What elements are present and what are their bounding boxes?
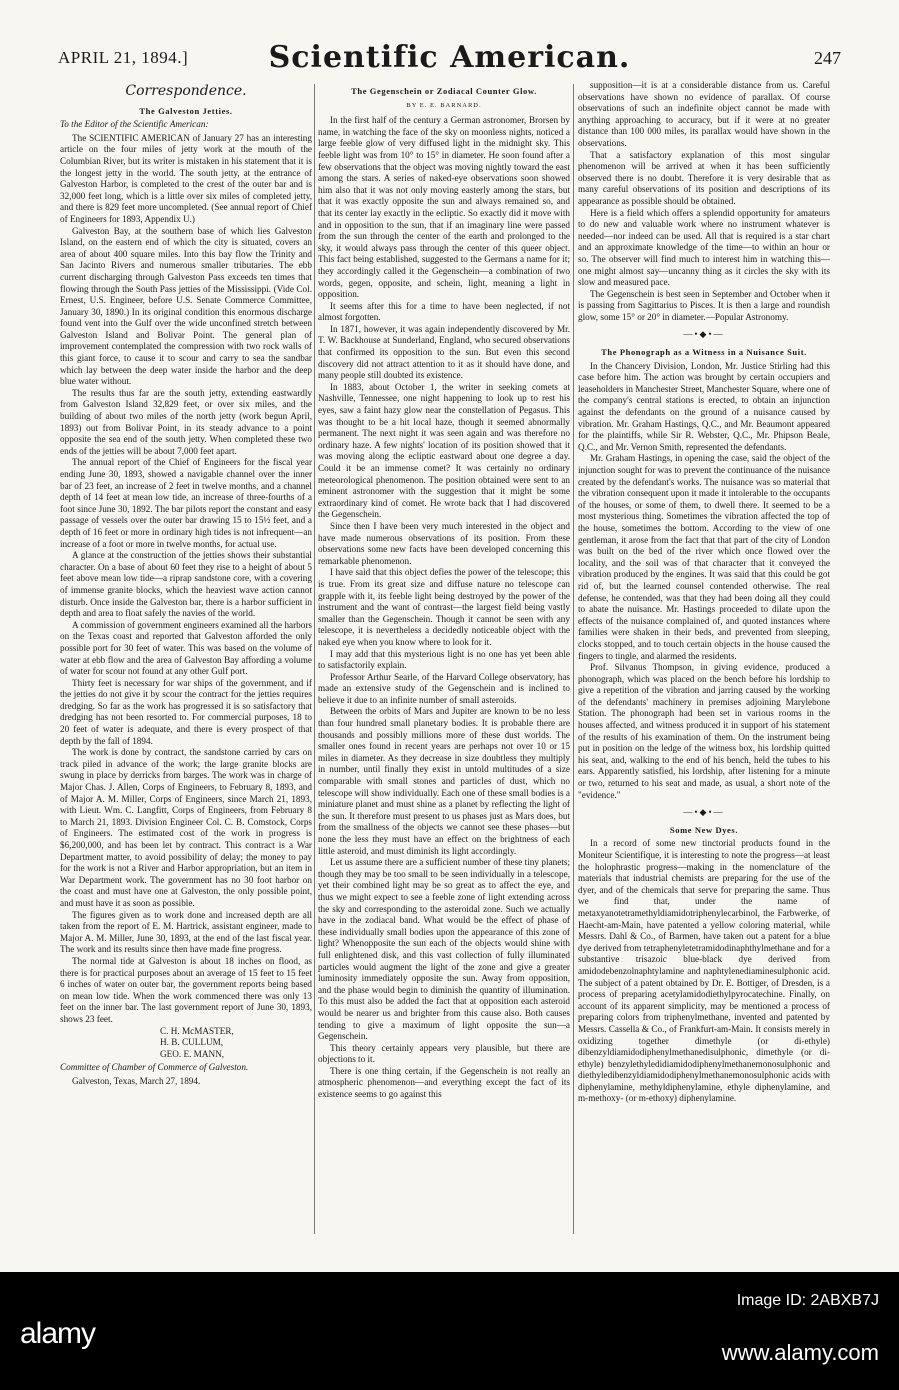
signature: C. H. McMASTER, xyxy=(160,1025,234,1036)
divider-ornament: —•◆•— xyxy=(683,807,725,818)
paragraph: Professor Arthur Searle, of the Harvard College observatory, has made an extensive study of the Gegenschein and is inclined to believe it due to an infinite number of small asteroids. xyxy=(318,671,570,705)
paragraph: Between the orbits of Mars and Jupiter are known to be no less than four hundred small planetary bodies. It is probable there are thousands and possibly millions more of these dust worlds. The smaller ones found in recent years are perhaps not over 10 or 15 miles in diameter. As they decrease in size doubtless they multiply in number, until finally they exist in untold multitudes of a size comparable with small stones and particles of dust, which no telescope will show individually. Each one of these small bodies is a miniature planet and must shine as a planet by reflecting the light of the sun. It therefore must present to us phases just as Mars does, but from the smallness of the objects we cannot see these phases—but none the less they must have an effect on the brightness of each little asteroid, and must diminish its light accordingly. xyxy=(318,706,570,856)
byline: BY E. E. BARNARD. xyxy=(406,101,482,109)
alamy-logo xyxy=(20,1310,95,1352)
page-number: 247 xyxy=(814,48,841,68)
signature: H. B. CULLUM, xyxy=(160,1037,224,1048)
masthead-title: Scientific American. xyxy=(268,40,631,75)
column-2 xyxy=(318,80,570,1215)
paragraph: The normal tide at Galveston is about 18 inches on flood, as there is for practical purposes about an average of 15 feet to 15 feet 6 inches of water on outer bar, the government reports being based on mean low tide. When the work commenced there was only 13 feet on the inner bar. The last government report of June 30, 1893, shows 23 feet. xyxy=(60,955,312,1024)
paragraph: The annual report of the Chief of Engineers for the fiscal year ending June 30, 1893, showed a navigable channel over the inner bar of 23 feet, an increase of 2 feet in twelve months, and a channel depth of 14 feet at mean low tide, an increase of three-fourths of a foot since June 30, 1892. The bar pilots report the constant and easy passage of vessels over the outer bar drawing 15 to 15½ feet, and a depth of 16 feet or more in ordinary high tides is not infrequent—an increase of a foot or more in twelve months, for actual use. xyxy=(60,457,312,549)
column-3 xyxy=(578,80,830,1215)
paragraph: The SCIENTIFIC AMERICAN of January 27 has an interesting article on the four miles of jetty work at the mouth of the Columbian River, but its writer is mistaken in his statement that it is the longest jetty in the world. The south jetty, at the entrance of Galveston Harbor, is completed to the crest of the outer bar and is 32,000 feet long, which is a little over six miles of completed jetty, and there is 829 feet more uncompleted. (See annual report of Chief of Engineers for 1893, Appendix U.) xyxy=(60,132,312,224)
paragraph: I may add that this mysterious light is no one has yet been able to satisfactorily explain. xyxy=(318,648,570,671)
paragraph: Galveston Bay, at the southern base of which lies Galveston Island, on the eastern end of which the city is situated, covers an area of about 400 square miles. Into this bay flow the Trinity and San Jacinto Rivers and numerous smaller tributaries. The ebb current discharging through Galveston Pass exceeds ten times that flowing through the South Pass jetties of the Mississippi. (Vide Col. Ernest, U.S. Engineer, before U.S. Senate Commerce Committee, January 30, 1890.) In its original condition this enormous discharge found vent into the Gulf over the wide unconfined stretch between Galveston Island and Bolivar Point. The general plan of improvement contemplated the compression with two rock walls of this giant force, to cause it to scour and carry to sea the sandbar which lay between the deep water inside the harbor and the deep blue water without. xyxy=(60,225,312,387)
paragraph: I have said that this object defies the power of the telescope; this is true. From its great size and diffuse nature no telescope can grapple with it, its feeble light being destroyed by the power of the instrument and the want of contrast—the largest field being vastly smaller than the Gegenschein. Though it cannot be seen with any telescope, it is nevertheless a decidedly noticeable object with the naked eye when you know where to look for it. xyxy=(318,567,570,647)
paragraph: In 1871, however, it was again independently discovered by Mr. T. W. Backhouse at Sunderland, England, who secured observations that confirmed its opposition to the sun. But even this second discovery did not attract attention to it as it should have done, and many people still doubted its existence. xyxy=(318,323,570,381)
paragraph: In the Chancery Division, London, Mr. Justice Stirling had this case before him. The action was brought by certain occupiers and leaseholders in Manchester Street, Manchester Square, where one of the company's central stations is erected, to obtain an injunction against the defendants on the ground of a nuisance caused by vibration. Mr. Graham Hastings, Q.C., and Mr. Beaumont appeared for the plaintiffs, while Sir R. Webster, Q.C., Mr. Phipson Beale, Q.C., and Mr. Vernon Smith, represented the defendants. xyxy=(578,360,830,452)
paragraph: The results thus far are the south jetty, extending eastwardly from Galveston Island 32,829 feet, or over six miles, and the building of about two miles of the north jetty (work begun April, 1893) out from Bolivar Point, in its steady advance to a point opposite the sea end of the south jetty. When completed these two ends of the jetties will be about 7,000 feet apart. xyxy=(60,387,312,456)
column-divider xyxy=(314,84,315,1234)
paragraph: Let us assume there are a sufficient number of these tiny planets; though they may be too small to be seen individually in a telescope, yet their combined light may be so great as to affect the eye, and thus we might expect to see a feeble zone of light extending across the sky and corresponding to the asteroidal zone. Such we actually have in the zodiacal band. What would be the effect of phase of these individually small bodies upon the appearance of this zone of light? Whenopposite the sun each of the objects would shine with full enlightened disk, and this vast collection of fully illuminated particles would augment the light of the zone and give a greater luminosity immediately opposite the sun. Away from opposition, and the phase would begin to diminish the quantity of illumination. To this must also be added the fact that at opposition each asteroid would be nearer us and brighter from this cause also. Both causes tending to give a maximum of light opposite the sun—a Gegenschein. xyxy=(318,857,570,1042)
logo-text: alamy xyxy=(20,1317,96,1350)
article-title-gegenschein: The Gegenschein or Zodiacal Counter Glow. xyxy=(351,86,537,96)
paragraph: It seems after this for a time to have been neglected, if not almost forgotten. xyxy=(318,300,570,323)
page-header xyxy=(40,40,859,80)
divider-ornament: —•◆•— xyxy=(683,329,725,340)
paragraph: There is one thing certain, if the Gegenschein is not really an atmospheric phenomenon—and everything except the fact of its existence seems to go against this xyxy=(318,1065,570,1100)
salutation: To the Editor of the Scientific American: xyxy=(60,119,209,130)
article-title-dyes: Some New Dyes. xyxy=(669,824,739,835)
paragraph: In the first half of the century a German astronomer, Brorsen by name, in watching the face of the sky on moonless nights, noticed a large feeble glow of very diffused light in the midnight sky. This feeble light was from 10° to 15° in diameter. He soon found after a few observations that the object was moving nightly toward the east among the stars. A series of naked-eye observations soon showed him also that it was not only moving easterly among the stars, but that it was exactly opposite the sun and always remained so, and that its center lay exactly in the ecliptic. So exactly did it move with and in opposition to the sun, that if an imaginary line were passed from the sun through the center of the earth and prolonged to the sky, it would always pass through the center of this queer object. This fact being established, suggested to the Germans a name for it; they accordingly called it the Gegenschein—a combination of two words, gegen, opposite, and schein, light, meaning a light in opposition. xyxy=(318,115,570,300)
paragraph: Mr. Graham Hastings, in opening the case, said the object of the injunction sought for was to prevent the continuance of the nuisance created by the defendant's works. The nuisance was so material that the vibration consequent upon it made it intolerable to the occupants of the houses, or some of them, to dwell there. It seemed to be a most mysterious thing. Sometimes the vibration affected the top of the house, sometimes the bottom. According to the view of one gentleman, it arose from the fact that that part of the city of London was built on the bed of the river which once flowed over the locality, and the soil was of that character that it conveyed the vibration produced by the engines. It was said that this could be got rid of, but the learned counsel contended otherwise. The real defense, he contended, was that they had been doing all they could to abate the nuisance. Mr. Hastings proceeded to dilate upon the effects of the nuisance complained of, and quoted instances where families were shaken in their beds, and prevented from sleeping, clocks stopped, and to touch certain objects in the house caused the fingers to tingle, and alarmed the residents. xyxy=(578,453,830,661)
paragraph: The figures given as to work done and increased depth are all taken from the report of E. M. Hartrick, assistant engineer, made to Major A. M. Miller, June 30, 1893, at the end of the last fiscal year. The work and its results since then have made fine progress. xyxy=(60,909,312,955)
paragraph: The Gegenschein is best seen in September and October when it is passing from Sagittarius to Pisces. It is then a large and roundish glow, some 15° or 20° in diameter.—Popular Astronomy. xyxy=(578,288,830,322)
paragraph: This theory certainly appears very plausible, but there are objections to it. xyxy=(318,1042,570,1065)
paragraph: In a record of some new tinctorial products found in the Moniteur Scientifique, it is interesting to note the progress—at least the holophrastic progress—making in the nomenclature of the materials that industrial chemists are preparing for the use of the dyer, and of the chemicals that serve for preparing the same. Thus we find that, under the name of metaxyanotetramethyldiamidotriphenylecarbinol, the Farbwerke, of Haecht-am-Main, have patented a yellow coloring material, while Messrs. Dahl & Co., of Barmen, have taken out a patent for a blue dye derived from tetraphenyletetramidodinaphthylmethane and for a substantive trisazoic blue-black dye derived from amidodebenzolnaphtylamine and naphtylenediaminesulphonic acid. The subject of a patent obtained by Dr. E. Bottiger, of Dresden, is a process of preparing acetylamidodiethylpyrocatechine. Finally, on account of its apparent simplicity, may be mentioned a process of preparing colors from triphenylmethane, invented and patented by Messrs. Cassella & Co., of Frankfurt-am-Main. It consists merely in oxidizing together dimethyle (or di-ethyle) dibenzyldiamidodiphenylmethanedisulphonic, dimethyle (or di-ethyle) benzylethyledidiamidodiphenylmethanemonosulphonic and diethyledibenzyldiamidodiphenylmethanemonosulphonic acids with diphenylamine, methyldiphenylamine, ethyle diphenylamine, and m-methoxy- (or m-ethoxy) diphenylamine. xyxy=(578,838,830,1104)
watermark-url: www.alamy.com xyxy=(721,1340,879,1365)
dateline: Galveston, Texas, March 27, 1894. xyxy=(72,1075,201,1086)
column-divider xyxy=(573,84,574,1234)
paragraph: In 1883, about October 1, the writer in seeking comets at Nashville, Tennessee, one night happening to look up to rest his eyes, saw a faint hazy glow near the constellation of Pegasus. This was thought to be a hit local haze, though it seemed abnormally permanent. The next night it was seen again and was therefore no ordinary haze. A few nights' location of its position showed that it was moving along the ecliptic eastward about one degree a day. Could it be an immense comet? It was certainly no ordinary meteorological phenomenon. The position obtained were sent to an eminent astronomer with the suggestion that it might be some extraordinary kind of comet. He wrote back that I had discovered the Gegenschein. xyxy=(318,381,570,520)
paragraph: Prof. Silvanus Thompson, in giving evidence, produced a phonograph, which was placed on the bench before his lordship to give a repetition of the vibration and jarring caused by the working of the defendants' machinery in premises adjoining Marylebone Station. The phonograph had been set in various rooms in the houses affected, and witness produced it in support of his statement of the results of his examination of them. On the instrument being put in position on the ledge of the witness box, his lordship quitted his seat, and, walking to the end of his bench, held the tubes to his ears. Apparently satisfied, his lordship, after listening for a minute or two, returned to his seat and made, as usual, a short note of the "evidence." xyxy=(578,662,830,800)
watermark-bar xyxy=(0,1272,899,1390)
paragraph: The work is done by contract, the sandstone carried by cars on track piled in advance of the work; the large granite blocks are swung in place by derricks from barges. The work was in charge of Major Chas. J. Allen, Corps of Engineers, to February 8, 1893, and of Major A. M. Miller, Corps of Engineers, since March 21, 1893, with Lieut. Wm. C. Langfitt, Corps of Engineers, from February 8 to March 21, 1893. Division Engineer Col. C. B. Comstock, Corps of Engineers. The estimated cost of the work in progress is $6,200,000, and has been let by contract. This contract is a War Department matter, to avoid possibility of delay; the money to pay for the work is not a River and Harbor appropriation, but an item in War Department work. The government has no 30 foot harbor on the coast and must have one at Galveston, the only possible point, and must have it as soon as possible. xyxy=(60,747,312,908)
paragraph: That a satisfactory explanation of this most singular phenomenon will be arrived at when it has been sufficiently observed there is no doubt. Therefore it is very desirable that as many careful observations of its position and descriptions of its appearance as possible should be obtained. xyxy=(578,149,830,206)
committee-line: Committee of Chamber of Commerce of Galveston. xyxy=(60,1062,249,1073)
paragraph: A glance at the construction of the jetties shows their substantial character. On a base of about 60 feet they rise to a height of about 5 feet above mean low tide—a riprap sandstone core, with a covering of immense granite blocks, which the heaviest wave action cannot disturb. Once inside the Galveston bar, there is a harbor sufficient in depth and area to float safely the navies of the world. xyxy=(60,550,312,619)
image-id: Image ID: 2ABXB7J xyxy=(736,1292,879,1309)
article-title-phonograph: The Phonograph as a Witness in a Nuisance Suit. xyxy=(601,347,807,358)
paragraph: supposition—it is at a considerable distance from us. Careful observations have shown no evidence of parallax. Of course observations of such an indefinite object cannot be made with anything approaching to accuracy, but if it were at no greater distance than 100 000 miles, its parallax would have shown in the observations. xyxy=(578,80,830,148)
section-heading: Correspondence. xyxy=(125,83,247,99)
paragraph: Thirty feet is necessary for war ships of the government, and if the jetties do not give it by scour the contract for the jetties requires dredging. So far as the work has progressed it is so satisfactory that dredging has not been resorted to. For commercial purposes, 18 to 20 feet of water is adequate, and there is every prospect of that depth by the fall of 1894. xyxy=(60,677,312,746)
signature: GEO. E. MANN, xyxy=(160,1048,225,1059)
column-1 xyxy=(60,80,312,1215)
paragraph: A commission of government engineers examined all the harbors on the Texas coast and reported that Galveston afforded the only possible port for 30 feet of water. This was based on the volume of water at ebb flow and the area of Galveston Bay affording a volume of water for scour not found at any other Gulf port. xyxy=(60,619,312,677)
issue-date: APRIL 21, 1894.] xyxy=(58,48,189,67)
paragraph: Here is a field which offers a splendid opportunity for amateurs to do new and valuable work where no instrument whatever is needed—nor indeed can be used. All that is required is a star chart and an approximate knowledge of the time—to within an hour or so. The observer will find much to interest him in watching this—one might almost say—uncanny thing as it circles the sky with its slow and measured pace. xyxy=(578,207,830,288)
paragraph: Since then I have been very much interested in the object and have made numerous observations of its position. From these observations some new facts have been developed concerning this remarkable phenomenon. xyxy=(318,520,570,566)
article-title-jetties: The Galveston Jetties. xyxy=(139,105,233,116)
